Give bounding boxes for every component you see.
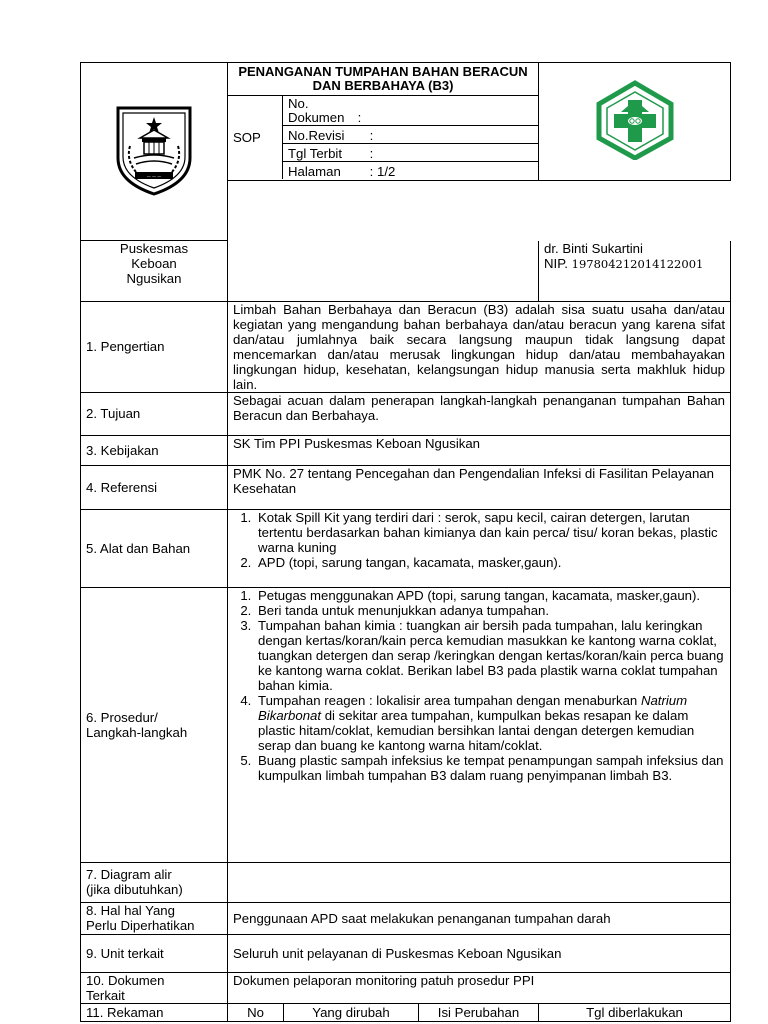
puskesmas-name-line2: Keboan (131, 256, 177, 271)
prosedur-label (81, 587, 228, 862)
tujuan-text: Sebagai acuan dalam penerapan langkah-langkah penanganan tumpahan Bahan Beracun dan Berbahaya. (228, 392, 731, 435)
diagram-label (81, 862, 228, 902)
prosedur-item (255, 693, 725, 753)
sop-body-table (80, 241, 731, 1022)
sop-label: SOP (228, 96, 283, 180)
prosedur-item4-before: Tumpahan reagen : lokalisir area tumpahan dengan menaburkan (258, 692, 641, 708)
referensi-label: 4. Referensi (81, 465, 228, 509)
puskesmas-name-cell (81, 241, 228, 301)
prosedur-label-line2: Langkah-langkah (86, 724, 188, 740)
puskesmas-logo-cell (539, 63, 731, 181)
rekaman-col-yang-dirubah: Yang dirubah (284, 1003, 419, 1021)
prosedur-list-cell (228, 587, 731, 862)
prosedur-item: 2. Beri tanda untuk menunjukkan adanya tumpahan. (255, 603, 725, 618)
nip-label: NIP. (544, 256, 568, 271)
diagram-content (228, 862, 731, 902)
prosedur-item4-italic: Natrium Bikarbonat (258, 692, 688, 723)
dokumen-text: Dokumen pelaporan monitoring patuh prosedur PPI (228, 972, 731, 1003)
prosedur-label-line1: 6. Prosedur/ (86, 709, 158, 725)
puskesmas-name-line1: Puskesmas (119, 241, 189, 256)
dokumen-label-line1: 10. Dokumen (86, 972, 165, 988)
field-no-revisi-value: : (369, 128, 374, 143)
nip-value: 197804212014122001 (571, 257, 704, 271)
regency-logo-cell (81, 63, 228, 241)
hal-text: Penggunaan APD saat melakukan penanganan tumpahan darah (228, 902, 731, 934)
pengertian-label: 1. Pengertian (81, 301, 228, 392)
signer-name: dr. Binti Sukartini (544, 241, 643, 256)
kebijakan-label: 3. Kebijakan (81, 435, 228, 465)
prosedur-item: 5. Buang plastic sampah infeksius ke tempat penampungan sampah infeksius dan kumpulkan limbah tumpahan B3 dalam ruang penyimpanan limbah B3. (255, 753, 725, 783)
prosedur-item: 3. Tumpahan bahan kimia : tuangkan air bersih pada tumpahan, lalu keringkan dengan kertas/koran/kain perca kemudian masukkan ke kantong warna coklat, tuangkan detergen dan serap /keringkan dengan kertas/koran/kain perca buang ke kantong warna coklat. Berikan label B3 pada plastik warna coklat tumpahan bahan kimia. (255, 618, 725, 693)
signature-blank-cell (228, 241, 539, 301)
field-halaman-label: Halaman (288, 164, 341, 179)
svg-text:— — —: — — — (146, 173, 162, 179)
prosedur-list (233, 588, 725, 783)
alat-list (233, 510, 725, 570)
referensi-text: PMK No. 27 tentang Pencegahan dan Pengendalian Infeksi di Fasilitan Pelayanan Kesehatan (228, 465, 731, 509)
regency-emblem-icon (110, 102, 198, 198)
sop-document (80, 62, 730, 1022)
field-no-revisi-label: No.Revisi (288, 128, 345, 143)
field-tgl-terbit-value: : (369, 146, 374, 161)
hal-label-line1: 8. Hal hal Yang (86, 903, 175, 918)
rekaman-label: 11. Rekaman (81, 1003, 228, 1021)
alat-list-cell (228, 509, 731, 587)
signer-cell (539, 241, 731, 301)
alat-item: 2. APD (topi, sarung tangan, kacamata, masker,gaun). (255, 555, 725, 570)
alat-item: 1. Kotak Spill Kit yang terdiri dari : serok, sapu kecil, cairan detergen, larutan tertentu berdasarkan bahan kimianya dan kain perca/ tisu/ koran bekas, plastic warna kuning (255, 510, 725, 555)
puskesmas-name-line3: Ngusikan (126, 271, 182, 286)
prosedur-item4-after: di sekitar area tumpahan, kumpulkan bekas resapan ke dalam plastic hitam/coklat, kemudian bersihkan lantai dengan detergen kemudian serap dan buang ke kantong warna hitam/coklat. (258, 707, 695, 753)
diagram-label-line2: (jika dibutuhkan) (86, 882, 183, 897)
dokumen-label-line2: Terkait (86, 987, 125, 1003)
pengertian-text: Limbah Bahan Berbahaya dan Beracun (B3) adalah sisa suatu usaha dan/atau kegiatan yang mengandung bahan berbahaya dan/atau beracun yang karena sifat dan/atau jumlahnya baik secara langsung maupun tidak langsung dapat mencemarkan dan/atau merusak lingkungan hidup dan/atau membahayakan lingkungan hidup, kesehatan, kelangsungan hidup manusia serta makhluk hidup lain. (228, 301, 731, 392)
field-halaman-value: : 1/2 (369, 164, 396, 179)
signer-nip (544, 256, 725, 272)
hal-label (81, 902, 228, 934)
rekaman-col-tgl-diberlakukan: Tgl diberlakukan (539, 1003, 731, 1021)
field-tgl-terbit-label: Tgl Terbit (288, 146, 342, 161)
diagram-label-line1: 7. Diagram alir (86, 867, 172, 882)
hal-label-line2: Perlu Diperhatikan (86, 918, 195, 933)
rekaman-col-isi-perubahan: Isi Perubahan (419, 1003, 539, 1021)
header-center (228, 63, 539, 181)
document-title: PENANGANAN TUMPAHAN BAHAN BERACUN DAN BERBAHAYA (B3) (238, 64, 528, 93)
field-no-dokumen-label: No. Dokumen (288, 96, 345, 125)
alat-label: 5. Alat dan Bahan (81, 509, 228, 587)
prosedur-item: 1. Petugas menggunakan APD (topi, sarung tangan, kacamata, masker,gaun). (255, 588, 725, 603)
puskesmas-logo-icon (595, 80, 675, 160)
tujuan-label: 2. Tujuan (81, 392, 228, 435)
unit-label: 9. Unit terkait (81, 934, 228, 972)
unit-text: Seluruh unit pelayanan di Puskesmas Keboan Ngusikan (228, 934, 731, 972)
field-no-dokumen-value: : (357, 110, 362, 125)
rekaman-col-no: No (228, 1003, 284, 1021)
sop-table (80, 62, 731, 241)
dokumen-label (81, 972, 228, 1003)
kebijakan-text: SK Tim PPI Puskesmas Keboan Ngusikan (228, 435, 731, 465)
